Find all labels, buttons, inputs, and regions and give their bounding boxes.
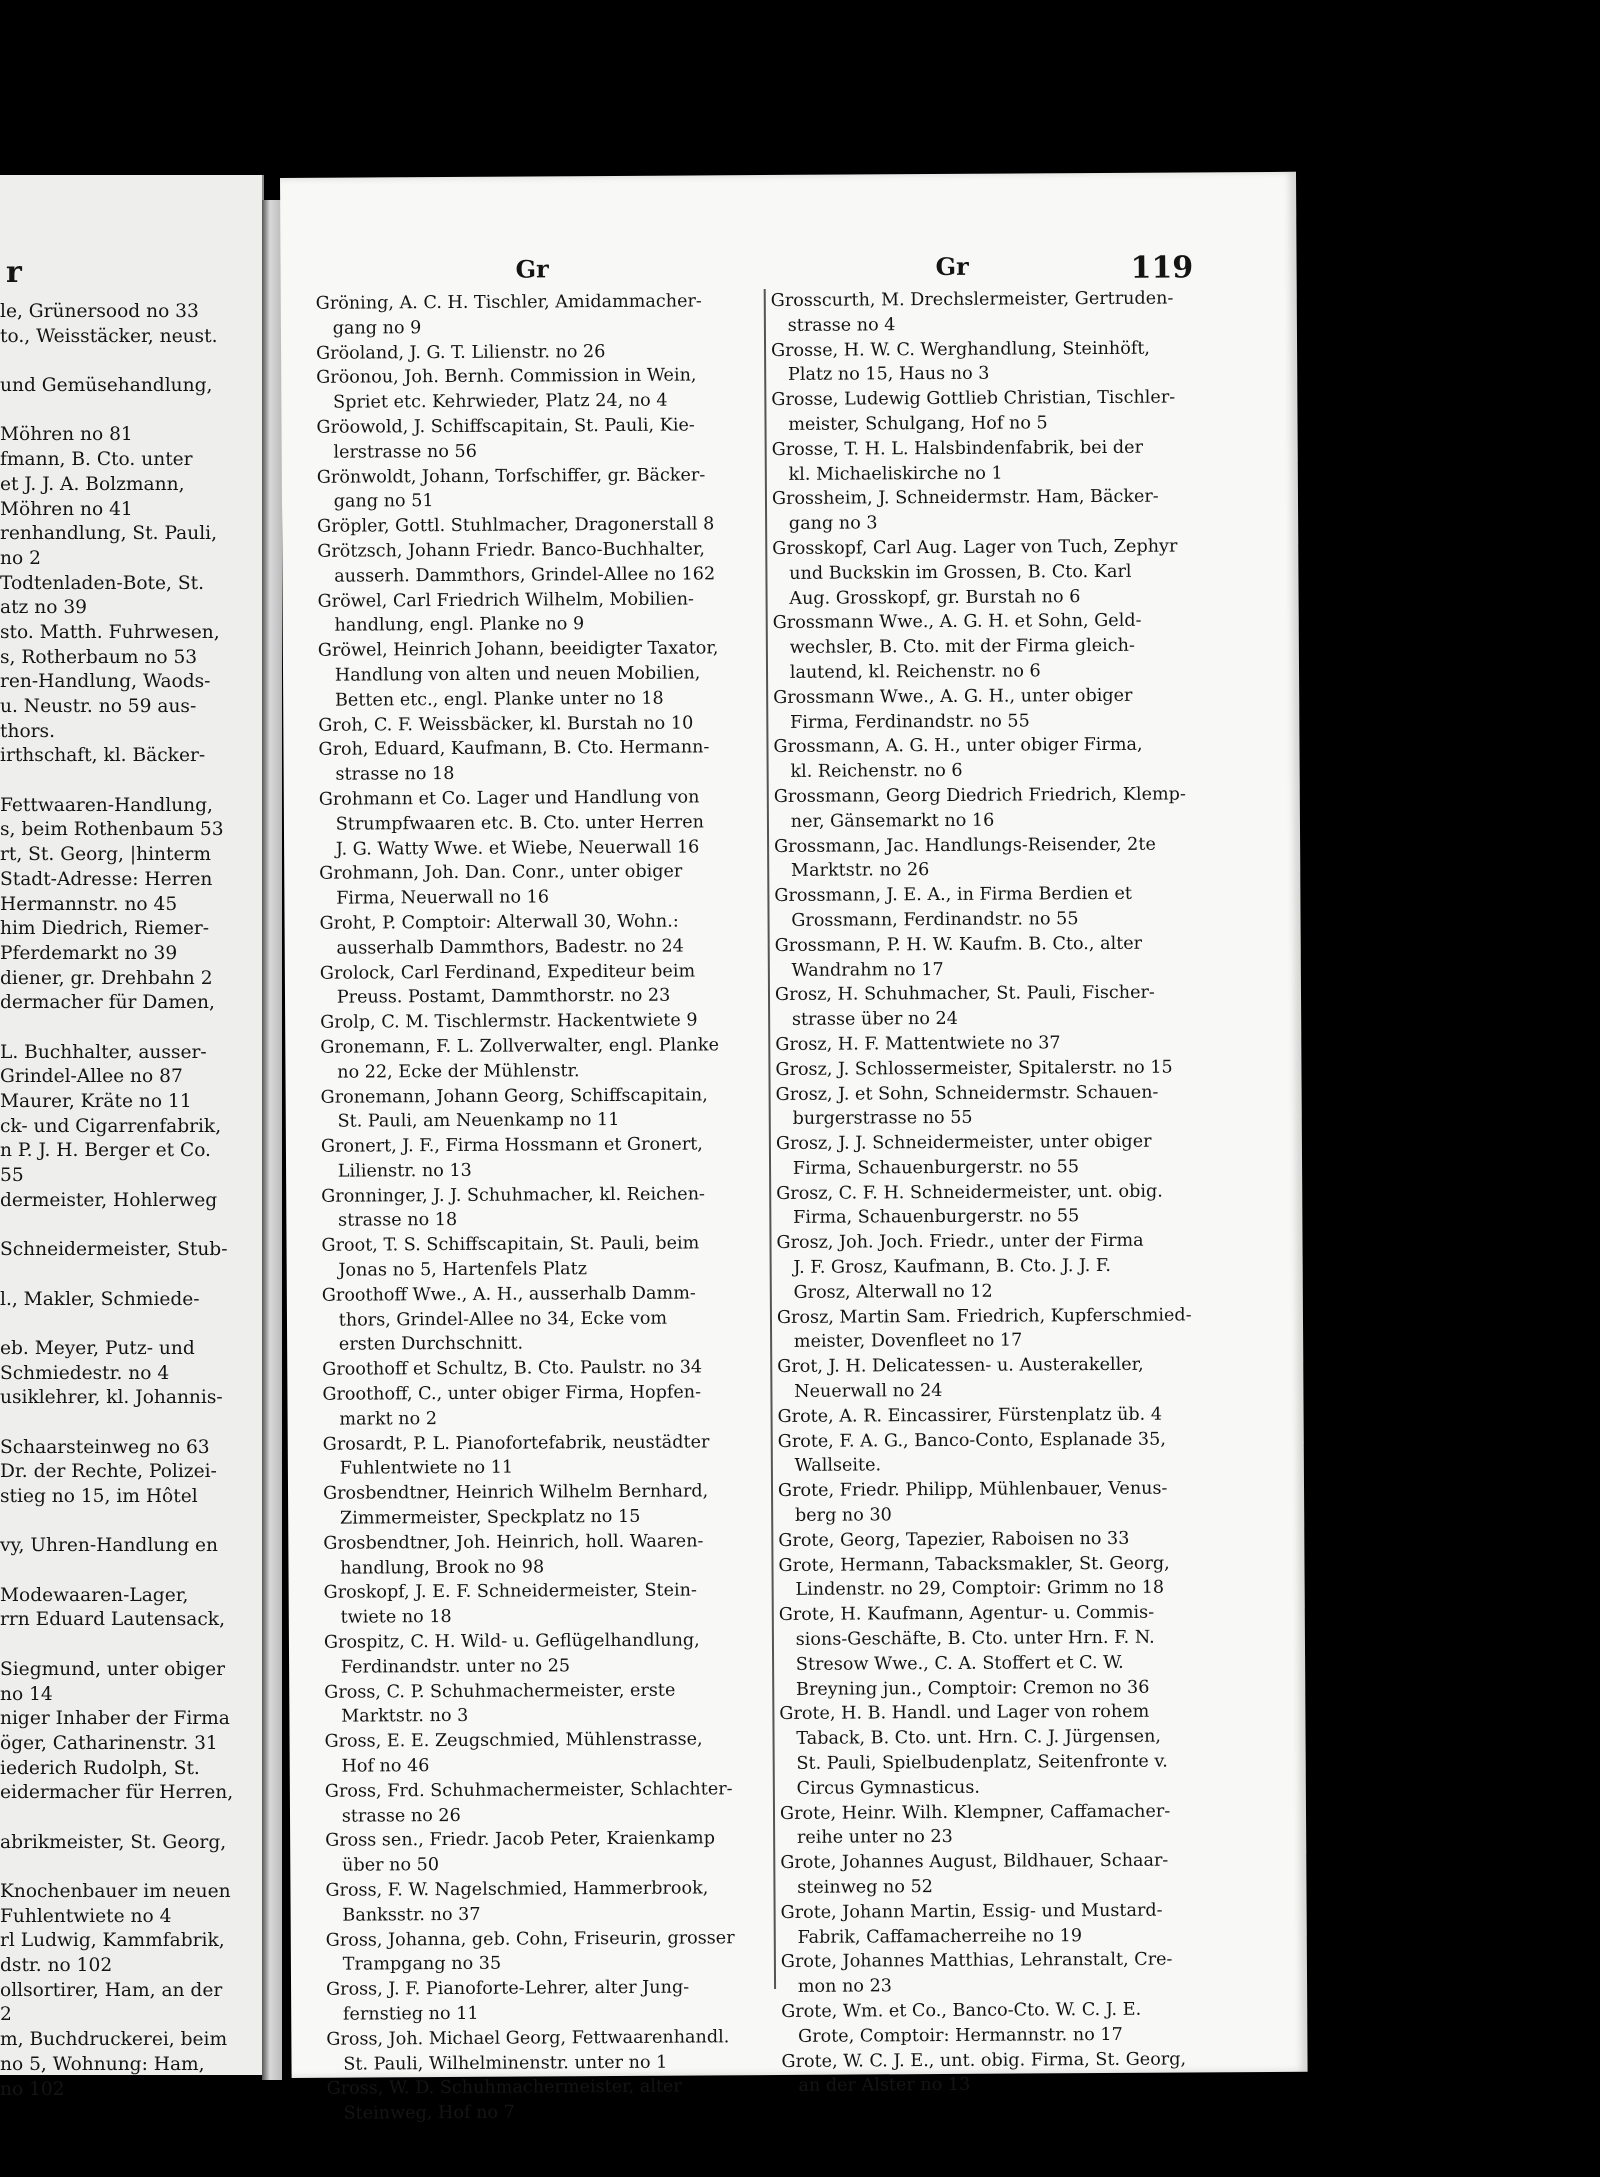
directory-entry-line: kl. Michaeliskirche no 1	[771, 463, 1003, 485]
left-page-line: him Diedrich, Riemer-	[0, 918, 210, 940]
left-page-line: fmann, B. Cto. unter	[0, 449, 193, 471]
left-page-header: r	[6, 255, 22, 290]
directory-entry-line: Steinweg, Hof no 7	[326, 2102, 515, 2124]
directory-entry-line: meister, Dovenfleet no 17	[777, 1330, 1023, 1353]
directory-entry-line: Grosskopf, Carl Aug. Lager von Tuch, Zephyr	[772, 536, 1178, 559]
left-page-line	[0, 1806, 258, 1831]
directory-entry-line: Grote, Johannes Matthias, Lehranstalt, Cre-	[780, 1949, 1173, 1973]
left-page-line: eidermacher für Herren,	[0, 1782, 234, 1804]
directory-entry-line: Groothoff Wwe., A. H., ausserhalb Damm-	[321, 1283, 696, 1306]
directory-entry-line: gang no 51	[316, 491, 434, 513]
running-header-center: Gr	[935, 251, 969, 281]
directory-entry-line: Grötzsch, Johann Friedr. Banco-Buchhalter,	[317, 539, 706, 562]
page-number: 119	[1130, 250, 1194, 286]
directory-entry-line: Fuhlentwiete no 11	[322, 1458, 514, 1480]
directory-entry-line: Gross, W. D. Schuhmachermeister, alter	[326, 2076, 682, 2100]
directory-entry-line: Zimmermeister, Speckplatz no 15	[323, 1506, 641, 1529]
directory-entry-line: Jonas no 5, Hartenfels Platz	[321, 1259, 588, 1281]
left-page-line	[0, 769, 258, 794]
directory-entry-line: ausserh. Dammthors, Grindel-Allee no 162	[317, 564, 716, 587]
left-page-line: m, Buchdruckerei, beim	[0, 2029, 228, 2051]
directory-entry-line: Groothoff, C., unter obiger Firma, Hopfen-	[322, 1382, 702, 1405]
left-page-line: vy, Uhren-Handlung en	[0, 1535, 219, 1557]
directory-entry-line: mon no 23	[780, 1976, 893, 1998]
directory-entry-line: Grosz, J. et Sohn, Schneidermstr. Schauen-	[775, 1082, 1159, 1105]
directory-entry-line: Grosz, H. Schuhmacher, St. Pauli, Fischer-	[774, 982, 1155, 1006]
left-page-line: Pferdemarkt no 39	[0, 942, 178, 964]
directory-entry-line: lautend, kl. Reichenstr. no 6	[772, 661, 1041, 683]
left-page-line: no 2	[0, 547, 41, 569]
directory-entry-line: strasse über no 24	[775, 1008, 958, 1031]
directory-entry-line: Grosbendtner, Joh. Heinrich, holl. Waaren-	[323, 1531, 704, 1554]
directory-entry-line: meister, Schulgang, Hof no 5	[771, 413, 1048, 435]
directory-entry-line: Grote, Comptoir: Hermannstr. no 17	[781, 2024, 1123, 2047]
directory-entry-line: Grot, J. H. Delicatessen- u. Austerakeller,	[777, 1355, 1144, 1378]
directory-entry-line: Grote, F. A. G., Banco-Conto, Esplanade 35,	[777, 1429, 1166, 1452]
directory-entry-line: Groothoff et Schultz, B. Cto. Paulstr. no 34	[322, 1357, 703, 1381]
left-page-line: dermacher für Damen,	[0, 992, 215, 1014]
directory-entry-line: Marktstr. no 26	[774, 860, 930, 882]
directory-entry-line: Gross sen., Friedr. Jacob Peter, Kraienkamp	[325, 1828, 716, 1852]
directory-entry-line: Grosz, J. Schlossermeister, Spitalerstr. no 15	[775, 1057, 1173, 1080]
directory-entry-line: Grote, Hermann, Tabacksmakler, St. Georg,	[778, 1553, 1170, 1576]
directory-entry-line: Grosz, C. F. H. Schneidermeister, unt. obig.	[776, 1181, 1163, 1204]
directory-entry-line: Groh, Eduard, Kaufmann, B. Cto. Hermann-	[318, 737, 710, 761]
left-page-line	[0, 1263, 258, 1288]
directory-entry-line: Grote, H. B. Handl. und Lager von rohem	[779, 1702, 1150, 1725]
directory-entry-line: Betten etc., engl. Planke unter no 18	[318, 688, 664, 711]
directory-entry-line: Grosz, Martin Sam. Friedrich, Kupferschmied-	[776, 1305, 1192, 1328]
directory-entry-line: Grossmann, P. H. W. Kaufm. B. Cto., alter	[774, 933, 1143, 956]
directory-entry-line: Grote, Johannes August, Bildhauer, Schaar-	[780, 1850, 1169, 1874]
directory-column-2	[771, 286, 1228, 2099]
left-page-text	[0, 300, 258, 2102]
directory-entry-line: Gröwel, Heinrich Johann, beeidigter Taxator,	[317, 638, 719, 661]
directory-entry-line: strasse no 18	[318, 764, 455, 785]
directory-entry-line: Gronninger, J. J. Schuhmacher, kl. Reichen-	[321, 1184, 705, 1207]
directory-entry-line: Grosardt, P. L. Pianofortefabrik, neustädter	[322, 1432, 710, 1455]
left-page-line	[0, 399, 258, 424]
directory-entry-line: Firma, Neuerwall no 16	[319, 887, 550, 909]
directory-entry-line: Grosbendtner, Heinrich Wilhelm Bernhard,	[322, 1481, 709, 1505]
left-page-line: u. Neustr. no 59 aus-	[0, 696, 197, 717]
directory-entry-line: Firma, Schauenburgerstr. no 55	[776, 1157, 1080, 1179]
directory-entry-line: St. Pauli, Spielbudenplatz, Seitenfronte v.	[779, 1751, 1168, 1774]
directory-entry-line: Lindenstr. no 29, Comptoir: Grimm no 18	[778, 1578, 1165, 1601]
directory-entry-line: Gross, F. W. Nagelschmied, Hammerbrook,	[325, 1878, 709, 1901]
directory-entry-line: Grote, Friedr. Philipp, Mühlenbauer, Venus-	[777, 1478, 1168, 1502]
directory-entry-line: Grossmann, A. G. H., unter obiger Firma,	[773, 735, 1143, 758]
left-page-line: Möhren no 81	[0, 424, 133, 446]
directory-entry-line: burgerstrasse no 55	[775, 1108, 973, 1130]
directory-entry-line: Grossmann Wwe., A. G. H. et Sohn, Geld-	[772, 611, 1142, 634]
directory-entry-line: Wandrahm no 17	[774, 959, 944, 981]
directory-entry-line: Preuss. Postamt, Dammthorstr. no 23	[319, 985, 671, 1009]
directory-entry-line: Taback, B. Cto. unt. Hrn. C. J. Jürgensen,	[779, 1726, 1162, 1750]
directory-entry-line: Firma, Ferdinandstr. no 55	[773, 710, 1030, 733]
directory-entry-line: Platz no 15, Haus no 3	[771, 364, 990, 386]
directory-entry-line: J. F. Grosz, Kaufmann, B. Cto. J. J. F.	[776, 1256, 1111, 1279]
directory-entry-line: Marktstr. no 3	[324, 1706, 469, 1728]
directory-entry-line: strasse no 26	[324, 1805, 461, 1827]
directory-entry-line: Handlung von alten und neuen Mobilien,	[317, 663, 701, 686]
directory-entry-line: Grote, A. R. Eincassirer, Fürstenplatz üb. 4	[777, 1404, 1163, 1427]
left-page-line: eb. Meyer, Putz- und	[0, 1337, 195, 1359]
left-page-line	[0, 1559, 258, 1584]
directory-entry-line: Grossmann, Georg Diedrich Friedrich, Klemp-	[773, 784, 1186, 807]
left-page-line: stieg no 15, im Hôtel	[0, 1486, 198, 1507]
left-page-line: Knochenbauer im neuen	[0, 1881, 231, 1902]
directory-entry-line: ner, Gänsemarkt no 16	[773, 810, 995, 832]
directory-entry-line: handlung, engl. Planke no 9	[317, 614, 585, 637]
left-page	[0, 175, 264, 2100]
directory-entry-line: Strumpfwaaren etc. B. Cto. unter Herren	[318, 812, 704, 835]
directory-entry-line: Grossmann, Ferdinandstr. no 55	[774, 909, 1079, 931]
directory-entry-line: Grolock, Carl Ferdinand, Expediteur beim	[319, 960, 696, 984]
directory-entry-line: Groskopf, J. E. F. Schneidermeister, Stein-	[323, 1580, 697, 1604]
left-page-line: ollsortirer, Ham, an der	[0, 1979, 223, 2001]
left-page-line: diener, gr. Drehbahn 2	[0, 967, 213, 989]
left-page-line: no 5, Wohnung: Ham,	[0, 2053, 205, 2075]
left-page-line: no 102	[0, 2078, 65, 2100]
directory-entry-line: Stresow Wwe., C. A. Stoffert et C. W.	[779, 1652, 1124, 1675]
directory-entry-line: Gross, C. P. Schuhmachermeister, erste	[324, 1680, 676, 1703]
directory-entry-line: Grossmann, Jac. Handlungs-Reisender, 2te	[774, 834, 1156, 857]
left-page-line: dstr. no 102	[0, 1955, 113, 1977]
directory-column-1	[316, 289, 773, 2127]
left-page-line: le, Grünersood no 33	[0, 301, 199, 322]
directory-entry-line: Grosse, Ludewig Gottlieb Christian, Tischler-	[771, 387, 1176, 411]
directory-entry-line: Groht, P. Comptoir: Alterwall 30, Wohn.:	[319, 911, 679, 934]
left-page-line: Modewaaren-Lager,	[0, 1584, 189, 1606]
left-page-line: Todtenladen-Bote, St.	[0, 572, 204, 594]
directory-entry-line: gang no 3	[772, 513, 878, 535]
directory-entry-line: berg no 30	[778, 1505, 892, 1527]
directory-entry-line: Gross, Frd. Schuhmachermeister, Schlachter-	[324, 1779, 733, 1802]
directory-entry-line: strasse no 4	[770, 315, 896, 336]
directory-entry-line: strasse no 18	[321, 1210, 458, 1232]
left-page-line: abrikmeister, St. Georg,	[0, 1831, 227, 1853]
directory-entry-line: Gronemann, Johann Georg, Schiffscapitain,	[320, 1084, 708, 1108]
directory-entry-line: und Buckskin im Grossen, B. Cto. Karl	[772, 561, 1132, 584]
left-page-line: öger, Catharinenstr. 31	[0, 1732, 218, 1754]
directory-entry-line: Gross, Johanna, geb. Cohn, Friseurin, grosser	[325, 1927, 735, 1951]
directory-entry-line: Grosscurth, M. Drechslermeister, Gertruden-	[770, 288, 1174, 312]
directory-entry-line: gang no 9	[315, 317, 422, 339]
left-page-line: Grindel-Allee no 87	[0, 1066, 183, 1088]
left-page-line: und Gemüsehandlung,	[0, 375, 213, 397]
directory-entry-line: Gröning, A. C. H. Tischler, Amidammacher-	[315, 291, 702, 314]
directory-entry-line: Gross, Joh. Michael Georg, Fettwaarenhandl.	[326, 2027, 730, 2050]
directory-entry-line: Grönwoldt, Johann, Torfschiffer, gr. Bäcker-	[316, 464, 706, 488]
directory-entry-line: Aug. Grosskopf, gr. Burstah no 6	[772, 586, 1081, 609]
directory-entry-line: Grohmann, Joh. Dan. Conr., unter obiger	[319, 861, 683, 885]
directory-entry-line: Grossheim, J. Schneidermstr. Ham, Bäcker-	[771, 487, 1159, 510]
left-page-line: s, Rotherbaum no 53	[0, 646, 198, 668]
left-page-line	[0, 1213, 258, 1238]
directory-entry-line: Gröonou, Joh. Bernh. Commission in Wein,	[316, 365, 697, 389]
left-page-line: Schmiedestr. no 4	[0, 1362, 170, 1384]
left-page-line: usiklehrer, kl. Johannis-	[0, 1387, 223, 1409]
directory-entry-line: Gronemann, F. L. Zollverwalter, engl. Planke	[320, 1035, 720, 1058]
directory-entry-line: Banksstr. no 37	[325, 1904, 481, 1926]
directory-entry-line: Gröoland, J. G. T. Lilienstr. no 26	[316, 341, 606, 364]
left-page-line: Möhren no 41	[0, 498, 133, 520]
left-page-line: no 14	[0, 1683, 53, 1705]
book-gutter	[262, 200, 282, 2080]
directory-entry-line: lerstrasse no 56	[316, 441, 477, 463]
directory-entry-line: Grote, W. C. J. E., unt. obig. Firma, St. Georg,	[781, 2049, 1187, 2072]
left-page-line	[0, 1633, 258, 1658]
directory-entry-line: handlung, Brook no 98	[323, 1557, 545, 1579]
directory-entry-line: Firma, Schauenburgerstr. no 55	[776, 1206, 1080, 1229]
right-page	[280, 172, 1308, 2124]
left-page-line: atz no 39	[0, 597, 88, 619]
left-page-line: l., Makler, Schmiede-	[0, 1288, 200, 1310]
directory-entry-line: ersten Durchschnitt.	[322, 1334, 524, 1356]
left-page-line	[0, 1855, 258, 1880]
left-page-line	[0, 349, 258, 374]
directory-entry-line: Grote, Georg, Tapezier, Raboisen no 33	[778, 1528, 1130, 1551]
directory-entry-line: Grote, Wm. et Co., Banco-Cto. W. C. J. E.	[781, 1999, 1142, 2022]
directory-entry-line: Grote, Johann Martin, Essig- und Mustard-	[780, 1900, 1163, 1923]
directory-entry-line: Grossmann, J. E. A., in Firma Berdien et	[774, 883, 1132, 907]
left-page-line: L. Buchhalter, ausser-	[0, 1041, 207, 1063]
directory-entry-line: Grosz, Joh. Joch. Friedr., unter der Firma	[776, 1231, 1144, 1254]
directory-entry-line: Grosse, H. W. C. Werghandlung, Steinhöft,	[771, 338, 1151, 361]
directory-entry-line: St. Pauli, am Neuenkamp no 11	[320, 1110, 620, 1133]
directory-entry-line: fernstieg no 11	[326, 2003, 479, 2025]
directory-entry-line: Grospitz, C. H. Wild- u. Geflügelhandlung,	[323, 1630, 700, 1653]
directory-entry-line: Grote, H. Kaufmann, Agentur- u. Commis-	[778, 1602, 1155, 1626]
left-page-line: Siegmund, unter obiger	[0, 1658, 225, 1680]
directory-entry-line: thors, Grindel-Allee no 34, Ecke vom	[321, 1308, 668, 1331]
left-page-line: Stadt-Adresse: Herren	[0, 868, 213, 890]
left-page-line	[0, 1510, 258, 1535]
directory-entry-line: kl. Reichenstr. no 6	[773, 760, 963, 783]
left-page-line: iederich Rudolph, St.	[0, 1757, 200, 1779]
directory-entry-line: Gross, E. E. Zeugschmied, Mühlenstrasse,	[324, 1729, 703, 1752]
left-page-line: to., Weisstäcker, neust.	[0, 325, 218, 347]
left-page-line: sto. Matth. Fuhrwesen,	[0, 621, 220, 643]
left-page-line: Dr. der Rechte, Polizei-	[0, 1461, 217, 1483]
left-page-line: thors.	[0, 720, 55, 742]
directory-entry-line: Breyning jun., Comptoir: Cremon no 36	[779, 1677, 1150, 1700]
left-page-line: Maurer, Kräte no 11	[0, 1091, 192, 1112]
left-page-line: Fettwaaren-Handlung,	[0, 794, 213, 816]
directory-entry-line: Grosse, T. H. L. Halsbindenfabrik, bei der	[771, 437, 1144, 460]
left-page-line: et J. J. A. Bolzmann,	[0, 473, 185, 495]
directory-entry-line: Neuerwall no 24	[777, 1381, 943, 1403]
directory-entry-line: ausserhalb Dammthors, Badestr. no 24	[319, 936, 684, 959]
left-page-line: Hermannstr. no 45	[0, 893, 178, 915]
directory-entry-line: Grohmann et Co. Lager und Handlung von	[318, 787, 700, 810]
directory-entry-line: Grosz, Alterwall no 12	[776, 1281, 993, 1303]
directory-entry-line: an der Alster no 13	[781, 2075, 971, 2097]
directory-entry-line: Gronert, J. F., Firma Hossmann et Gronert,	[320, 1134, 703, 1157]
left-page-line: ren-Handlung, Waods-	[0, 671, 211, 693]
left-page-line: renhandlung, St. Pauli,	[0, 523, 217, 545]
left-page-line: ck- und Cigarrenfabrik,	[0, 1115, 222, 1137]
left-page-line: irthschaft, kl. Bäcker-	[0, 745, 206, 767]
left-page-line: s, beim Rothenbaum 53	[0, 819, 224, 841]
directory-entry-line: St. Pauli, Wilhelminenstr. unter no 1	[326, 2052, 668, 2075]
directory-entry-line: Wallseite.	[777, 1455, 882, 1477]
directory-entry-line: Lilienstr. no 13	[321, 1160, 472, 1182]
left-page-line: dermeister, Hohlerweg	[0, 1189, 218, 1211]
directory-entry-line: Grossmann Wwe., A. G. H., unter obiger	[773, 685, 1133, 708]
directory-entry-line: Gröpler, Gottl. Stuhlmacher, Dragonerstall 8	[317, 514, 715, 537]
directory-entry-line: Grote, Heinr. Wilh. Klempner, Caffamacher-	[779, 1801, 1171, 1824]
directory-entry-line: Gröwel, Carl Friedrich Wilhelm, Mobilien-	[317, 589, 695, 612]
left-page-line	[0, 1016, 258, 1041]
left-page-line: Schneidermeister, Stub-	[0, 1239, 228, 1261]
directory-entry-line: Ferdinandstr. unter no 25	[324, 1656, 571, 1678]
directory-entry-line: Trampgang no 35	[325, 1954, 502, 1976]
directory-entry-line: reihe unter no 23	[780, 1827, 953, 1849]
left-page-line: 2	[0, 2004, 12, 2026]
running-header-left: Gr	[515, 254, 549, 284]
directory-entry-line: Fabrik, Caffamacherreihe no 19	[780, 1925, 1083, 1948]
left-page-line: rl Ludwig, Kammfabrik,	[0, 1930, 225, 1952]
directory-entry-line: Groot, T. S. Schiffscapitain, St. Pauli, beim	[321, 1233, 700, 1257]
left-page-line: niger Inhaber der Firma	[0, 1708, 230, 1730]
left-page-line	[0, 1411, 258, 1436]
directory-entry-line: twiete no 18	[323, 1607, 452, 1628]
left-page-line: Schaarsteinweg no 63	[0, 1436, 210, 1458]
left-page-line: n P. J. H. Berger et Co.	[0, 1140, 211, 1162]
left-page-line: rt, St. Georg, |hinterm	[0, 844, 212, 866]
left-page-line: 55	[0, 1165, 24, 1187]
directory-entry-line: Gross, J. F. Pianoforte-Lehrer, alter Jung-	[326, 1977, 690, 2000]
directory-entry-line: no 22, Ecke der Mühlenstr.	[320, 1060, 580, 1083]
directory-entry-line: J. G. Watty Wwe. et Wiebe, Neuerwall 16	[319, 836, 700, 860]
directory-entry-line: steinweg no 52	[780, 1877, 933, 1898]
directory-entry-line: Circus Gymnasticus.	[779, 1777, 981, 1799]
directory-entry-line: Spriet etc. Kehrwieder, Platz 24, no 4	[316, 390, 668, 413]
directory-entry-line: Grosz, J. J. Schneidermeister, unter obiger	[775, 1131, 1152, 1155]
left-page-line: rrn Eduard Lautensack,	[0, 1609, 225, 1631]
directory-entry-line: wechsler, B. Cto. mit der Firma gleich-	[772, 635, 1135, 659]
directory-entry-line: Gröowold, J. Schiffscapitain, St. Pauli, Kie-	[316, 415, 695, 438]
directory-entry-line: sions-Geschäfte, B. Cto. unter Hrn. F. N.	[778, 1627, 1155, 1651]
directory-entry-line: Grolp, C. M. Tischlermstr. Hackentwiete 9	[320, 1010, 698, 1033]
directory-entry-line: markt no 2	[322, 1408, 438, 1430]
directory-entry-line: Grosz, H. F. Mattentwiete no 37	[775, 1033, 1061, 1055]
left-page-line	[0, 1312, 258, 1337]
directory-entry-line: über no 50	[325, 1855, 440, 1876]
directory-entry-line: Groh, C. F. Weissbäcker, kl. Burstah no 10	[318, 713, 694, 736]
directory-entry-line: Hof no 46	[324, 1756, 430, 1777]
left-page-line: Fuhlentwiete no 4	[0, 1905, 172, 1927]
